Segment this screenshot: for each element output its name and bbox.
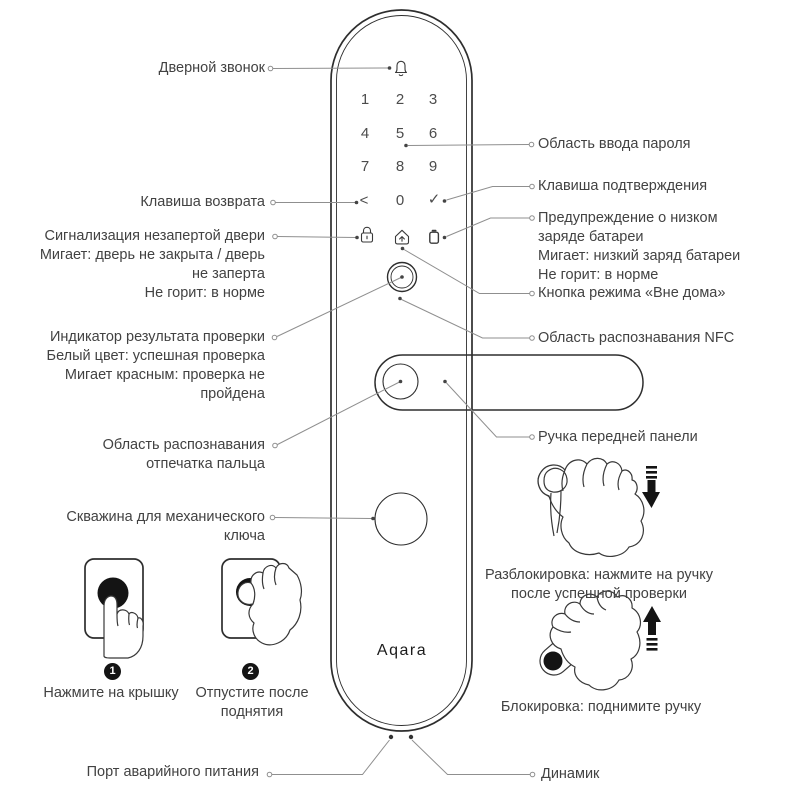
label-door-alarm: Сигнализация незапертой двери Мигает: дверь не закрыта / дверь не заперта Не горит: в норме (39, 228, 265, 301)
label-return-key: Клавиша возврата (140, 194, 265, 210)
keypad-key-5: 5 (395, 125, 405, 142)
step2-button-art (222, 559, 301, 645)
callout-confirm (443, 184, 535, 203)
padlock-icon (362, 227, 373, 242)
callout-keyhole (270, 515, 375, 520)
front-handle (375, 355, 643, 410)
lifting-hand (550, 591, 640, 690)
pressing-hand (538, 458, 644, 556)
step1-badge: 1 (104, 663, 121, 680)
callout-battery (443, 216, 535, 240)
keypad-key-confirm: ✓ (427, 191, 441, 208)
keypad-key-8: 8 (395, 158, 405, 175)
keypad-key-2: 2 (395, 91, 405, 108)
gripping-hand (238, 564, 302, 645)
keypad-key-0: 0 (395, 192, 405, 209)
callout-speaker (412, 740, 535, 777)
label-confirm-key: Клавиша подтверждения (538, 178, 708, 194)
pressing-finger-hand (104, 596, 143, 658)
caption-step2: Отпустите после поднятия (195, 685, 309, 720)
step2-badge: 2 (242, 663, 259, 680)
arrow-down-icon (642, 466, 660, 508)
label-battery-warning: Предупреждение о низком заряде батареи Мигает: низкий заряд батареи Не горит: в норме (538, 210, 741, 283)
label-doorbell: Дверной звонок (158, 60, 265, 76)
callout-door-alarm (273, 234, 359, 239)
brand-logo: Aqara (376, 642, 428, 659)
label-nfc-area: Область распознавания NFC (538, 330, 735, 346)
callout-fingerprint (273, 380, 403, 448)
keyhole-cover (375, 493, 427, 545)
keypad-key-4: 4 (360, 125, 370, 142)
callout-away-mode (401, 247, 535, 296)
callout-doorbell (268, 66, 391, 71)
keypad-key-6: 6 (428, 125, 438, 142)
label-keyhole: Скважина для механического ключа (66, 509, 265, 544)
label-speaker: Динамик (541, 766, 600, 782)
caption-step1: Нажмите на крышку (43, 685, 179, 701)
home-arrow-icon (396, 230, 409, 244)
keypad-key-7: 7 (360, 158, 370, 175)
caption-unlock: Разблокировка: нажмите на ручку после успешной проверки (485, 567, 713, 602)
label-power-port: Порт аварийного питания (86, 764, 259, 780)
speaker-dot (409, 735, 413, 739)
lock-gesture-art (534, 591, 661, 690)
label-fingerprint: Область распознавания отпечатка пальца (102, 437, 265, 472)
label-password-area: Область ввода пароля (538, 136, 691, 152)
callout-return-key (271, 200, 359, 205)
arrow-up-icon (643, 606, 661, 651)
caption-lock: Блокировка: поднимите ручку (500, 699, 702, 715)
bell-icon (396, 61, 407, 75)
lock-body (331, 10, 472, 731)
keypad-key-3: 3 (428, 91, 438, 108)
battery-icon (430, 231, 439, 244)
callout-indicator (272, 275, 404, 340)
label-front-handle: Ручка передней панели (538, 429, 698, 445)
step1-button-art (85, 559, 143, 658)
keypad-key-1: 1 (360, 91, 370, 108)
callout-power-port (267, 740, 389, 777)
unlock-gesture-art (532, 458, 660, 556)
keypad-key-back: < (359, 192, 369, 209)
label-away-mode: Кнопка режима «Вне дома» (538, 285, 726, 301)
keypad-key-9: 9 (428, 158, 438, 175)
label-indicator: Индикатор результата проверки Белый цвет: успешная проверка Мигает красным: проверка не пройдена (46, 329, 265, 402)
emergency-port-dot (389, 735, 393, 739)
